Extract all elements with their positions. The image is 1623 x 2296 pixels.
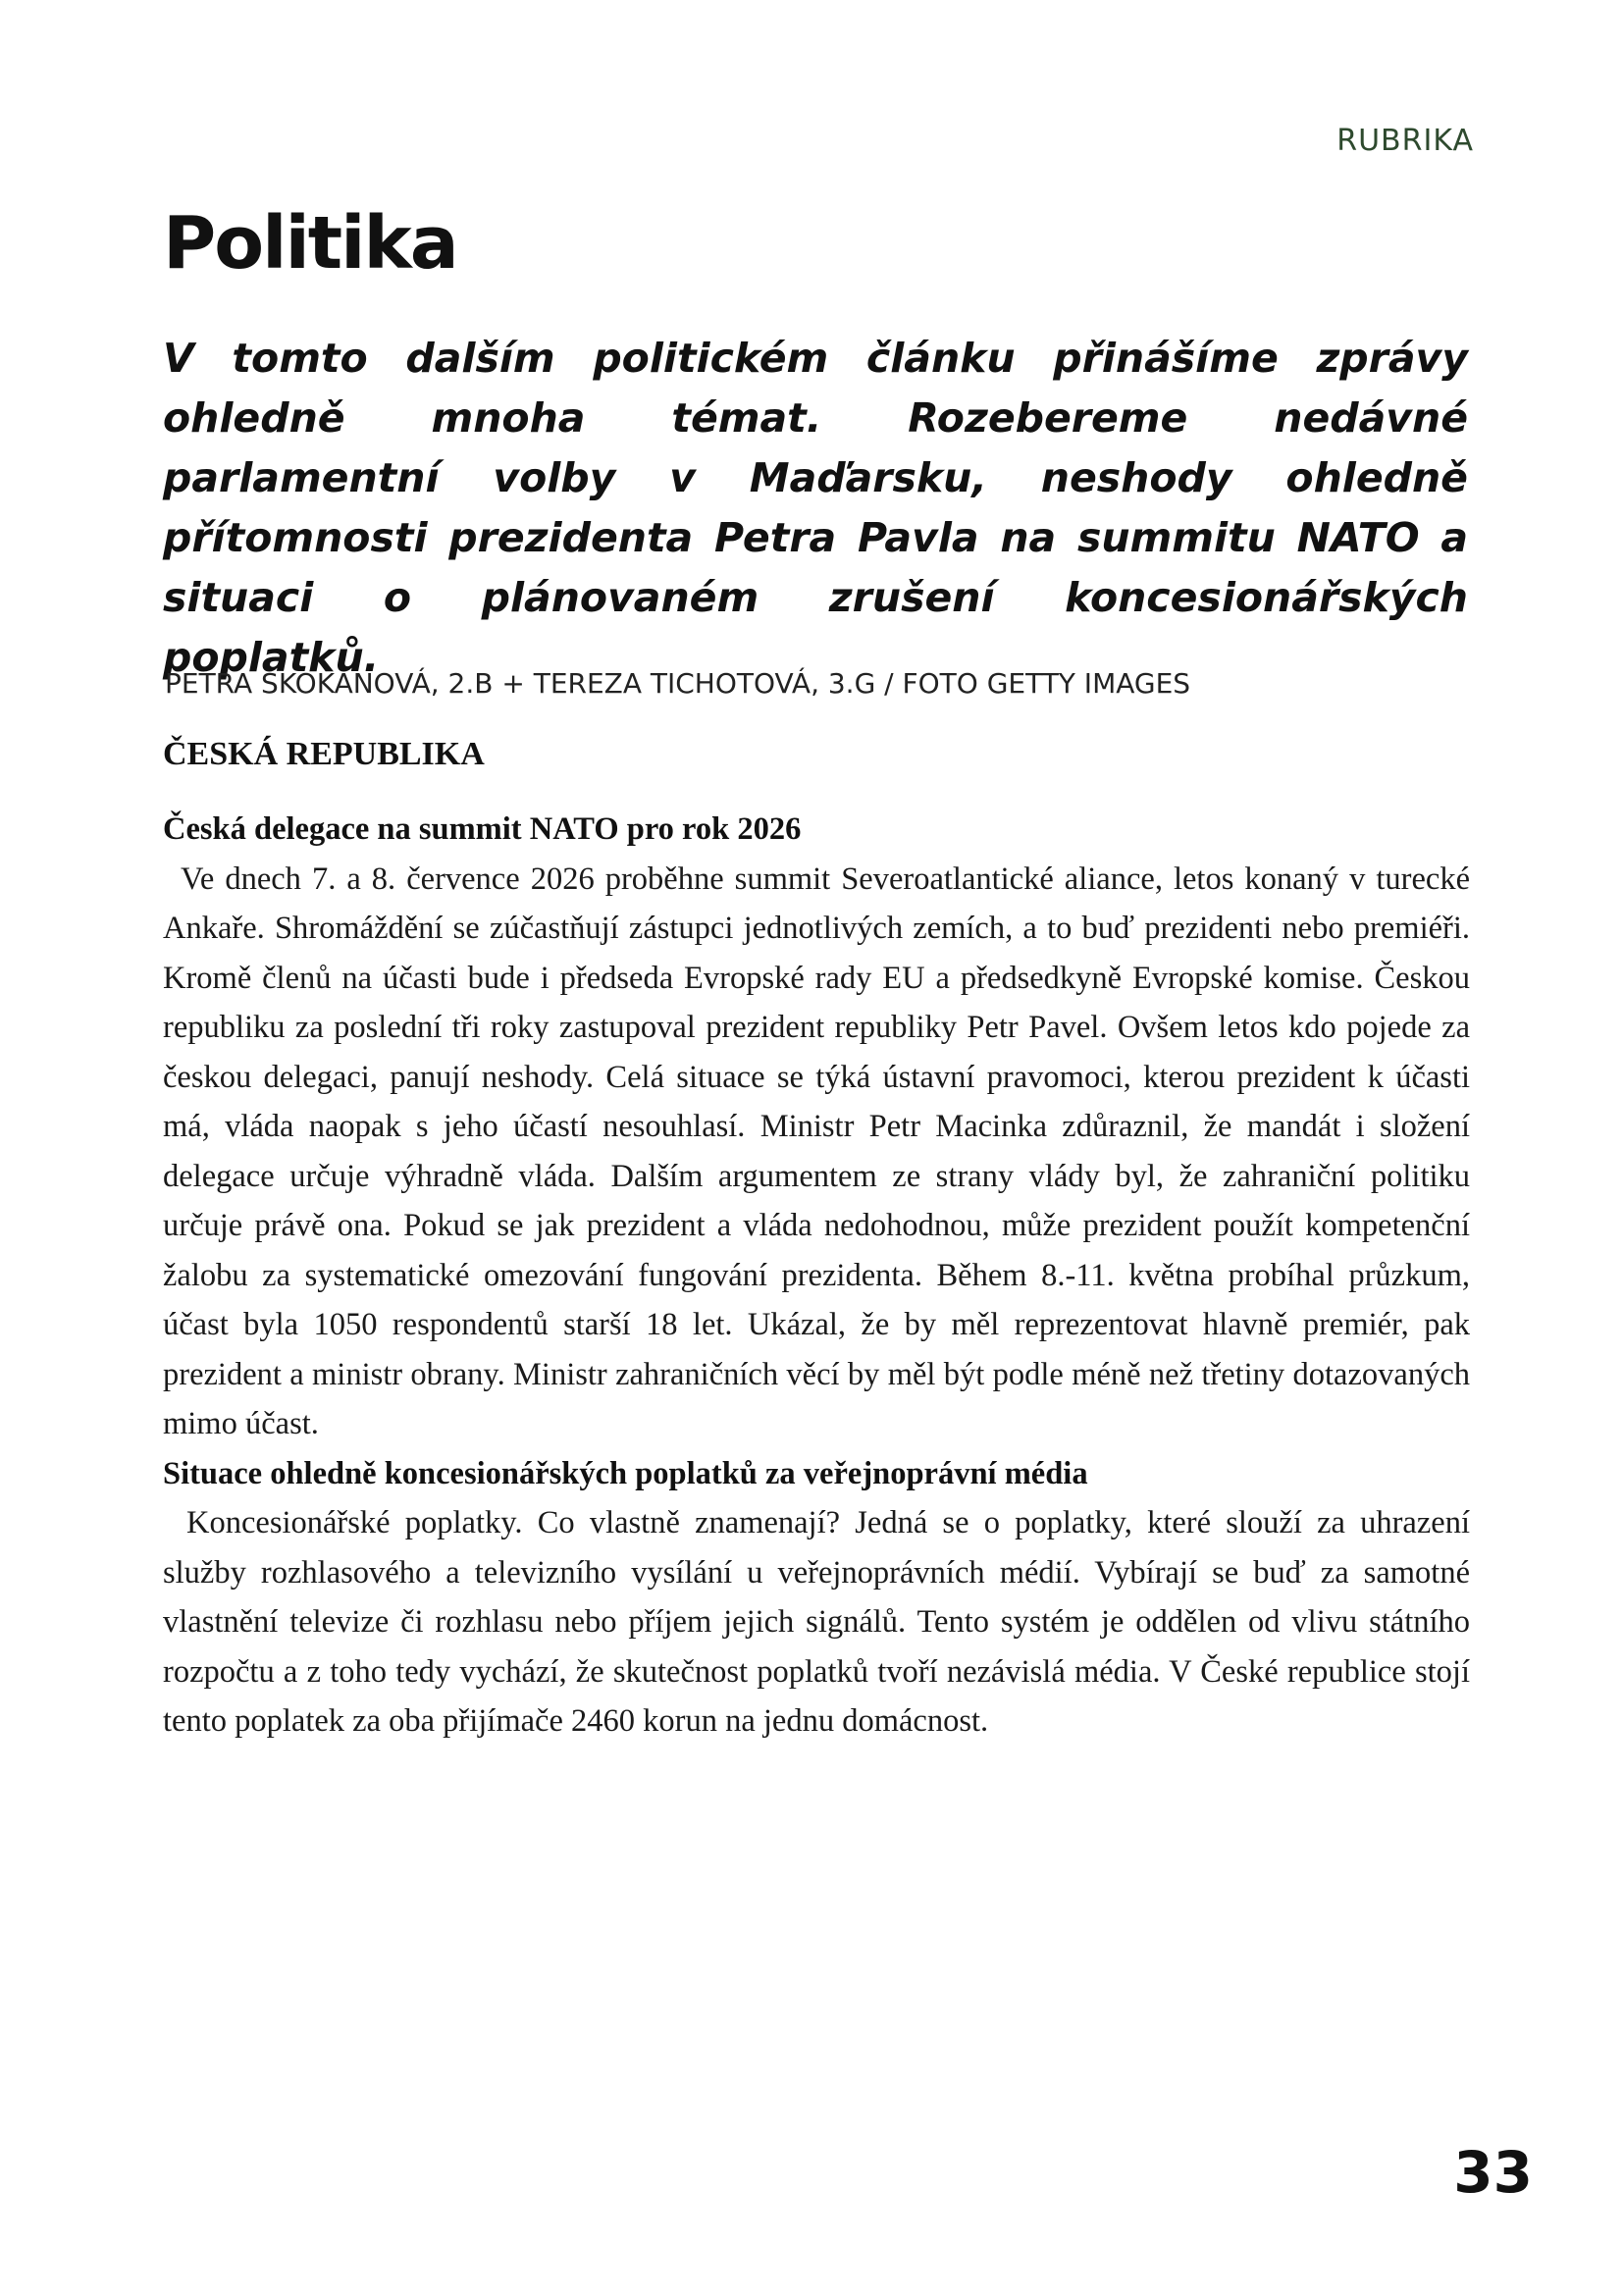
section-heading: ČESKÁ REPUBLIKA <box>163 736 485 772</box>
byline: PETRA SKOKANOVÁ, 2.B + TEREZA TICHOTOVÁ, 3.G / FOTO GETTY IMAGES <box>165 667 1191 700</box>
article-heading-poplatky: Situace ohledně koncesionářských poplatků za veřejnoprávní média <box>163 1455 1088 1491</box>
page-title: Politika <box>163 201 457 286</box>
lead-paragraph: V tomto dalším politickém článku přinášíme zprávy ohledně mnoha témat. Rozebereme nedávné parlamentní volby v Maďarsku, neshody ohledně přítomnosti prezidenta Petra Pavla na summitu NATO a situaci o plánovaném zrušení koncesionářských poplatků. <box>163 335 1468 681</box>
section-label: RUBRIKA <box>1336 124 1474 158</box>
article-text-nato: Ve dnech 7. a 8. července 2026 proběhne summit Severoatlantické aliance, letos konaný v turecké Ankaře. Shromáždění se zúčastňují zástupci jednotlivých zemích, a to buď prezidenti nebo premiéři. Kromě členů na účasti bude i předseda Evropské rady EU a předsedkyně Evropské komise. Českou republiku za poslední tři roky zastupoval prezident republiky Petr Pavel. Ovšem letos kdo pojede za českou delegaci, panují neshody. Celá situace se týká ústavní pravomoci, kterou prezident k účasti má, vláda naopak s jeho účastí nesouhlasí. Ministr Petr Macinka zdůraznil, že mandát i složení delegace určuje výhradně vláda. Dalším argumentem ze strany vlády byl, že zahraniční politiku určuje právě ona. Pokud se jak prezident a vláda nedohodnou, může prezident použít kompetenční žalobu za systematické omezování fungování prezidenta. Během 8.-11. května probíhal průzkum, účast byla 1050 respondentů starší 18 let. Ukázal, že by měl reprezentovat hlavně premiér, pak prezident a ministr obrany. Ministr zahraničních věcí by měl být podle méně než třetiny dotazovaných mimo účast. <box>163 861 1470 1441</box>
article-body <box>163 805 1470 1747</box>
article-text-poplatky: Koncesionářské poplatky. Co vlastně znamenají? Jedná se o poplatky, které slouží za uhrazení služby rozhlasového a televizního vysílání u veřejnoprávních médií. Vybírají se buď za samotné vlastnění televize či rozhlasu nebo příjem jejich signálů. Tento systém je oddělen od vlivu státního rozpočtu a z toho tedy vychází, že skutečnost poplatků tvoří nezávislá média. V České republice stojí tento poplatek za oba přijímače 2460 korun na jednu domácnost. <box>163 1505 1470 1739</box>
article-heading-nato: Česká delegace na summit NATO pro rok 2026 <box>163 811 802 847</box>
page-number: 33 <box>1453 2139 1533 2206</box>
